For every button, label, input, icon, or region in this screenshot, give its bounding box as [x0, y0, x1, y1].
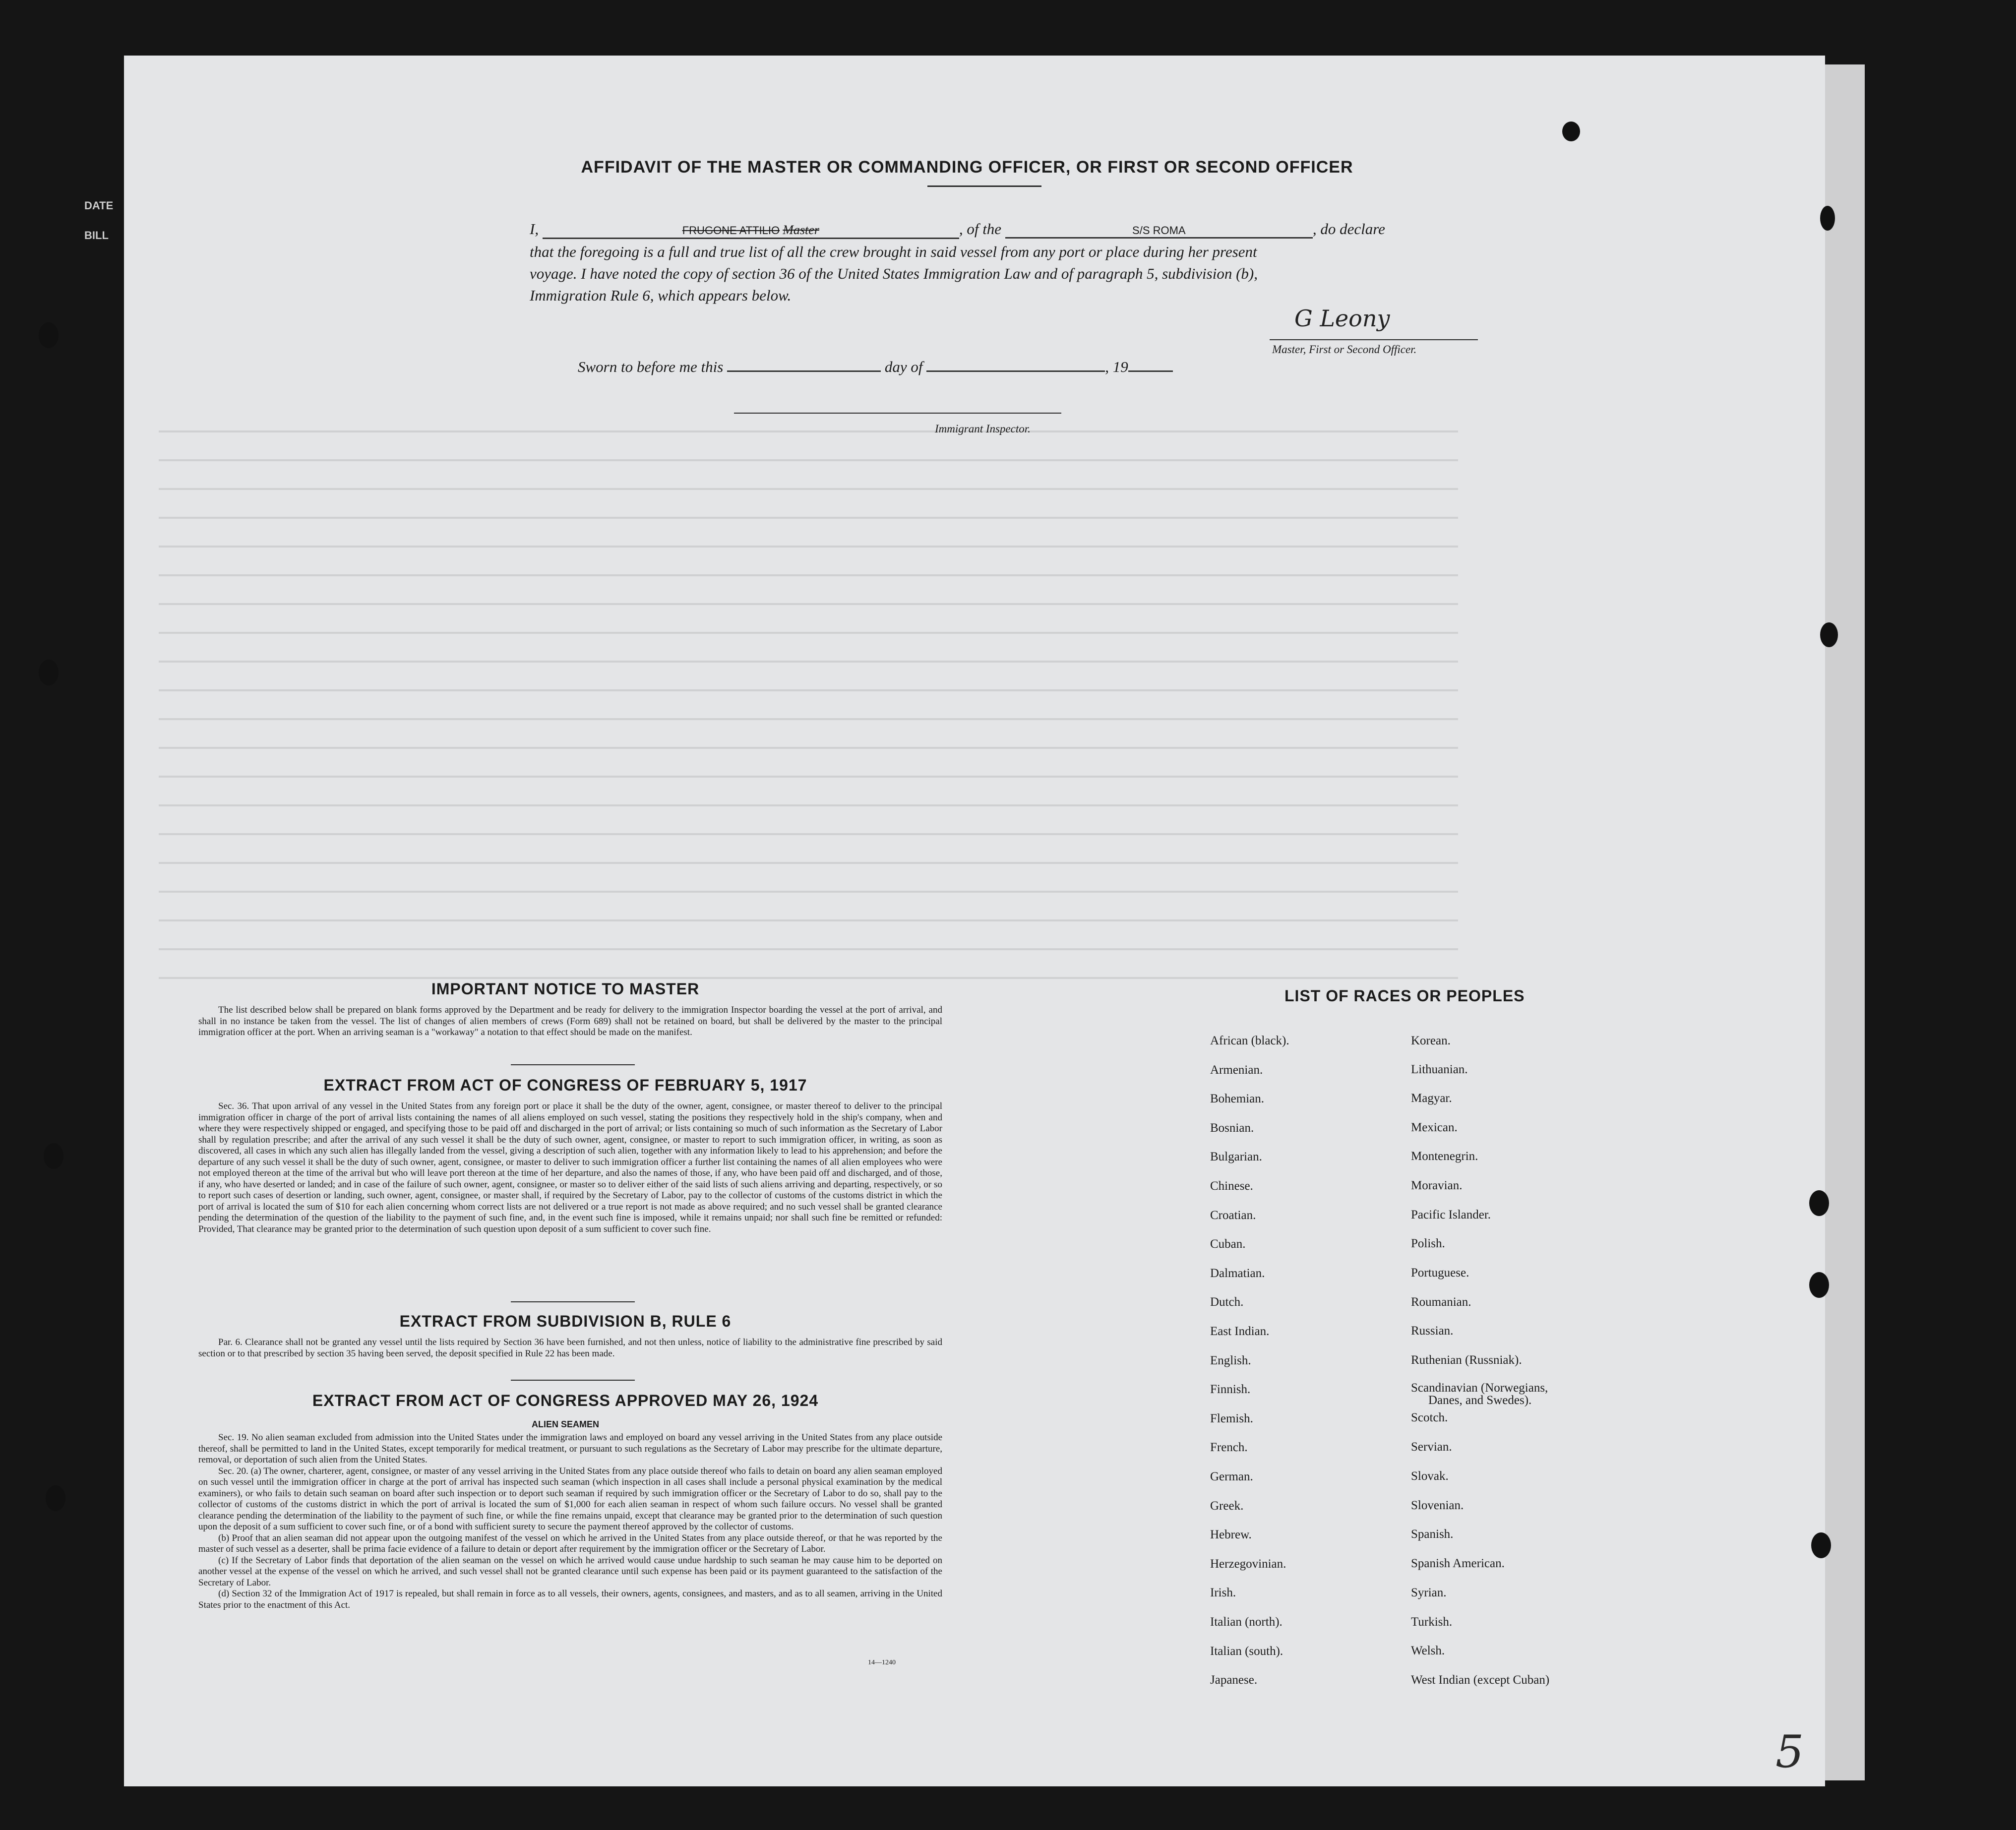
- margin-date-label: DATE: [84, 199, 114, 212]
- race-item: Portuguese.: [1411, 1266, 1469, 1280]
- sworn-prefix: Sworn to before me this: [578, 358, 724, 375]
- extract-1924-sec20b: (b) Proof that an alien seaman did not appear upon the outgoing manifest of the vessel on which he arrived in the United States from any place outside thereof, or that he was reported by the master of such vessel as a deserter, shall be prima facie evidence of a failure to detain or deport after requirement by the immigration officer or the Secretary of Labor.: [198, 1532, 942, 1554]
- race-item: German.: [1210, 1470, 1253, 1483]
- officer-signature: G Leony: [1294, 305, 1390, 332]
- master-name: FRUGONE ATTILIO: [682, 224, 780, 237]
- vessel-name: S/S ROMA: [1005, 224, 1313, 239]
- punch-hole: [46, 1485, 65, 1511]
- extract-1924-sec19: Sec. 19. No alien seaman excluded from admission into the United States under the immigration laws and employed on board any vessel arriving in the United States from any place outside thereof, shall be permitted to land in the United States, except temporarily for medical treatment, or pursuant to such regulations as the Secretary of Labor may prescribe for the ultimate departure, removal, or deportation of such alien from the United States.: [198, 1432, 942, 1465]
- race-item: Montenegrin.: [1411, 1150, 1478, 1163]
- race-item: West Indian (except Cuban): [1411, 1673, 1550, 1687]
- race-item: Bohemian.: [1210, 1092, 1265, 1106]
- race-item: Lithuanian.: [1411, 1063, 1468, 1076]
- race-item: Scandinavian (Norwegians,: [1411, 1381, 1548, 1395]
- extract-1924-sec20c: (c) If the Secretary of Labor finds that deportation of the alien seaman on the vessel on which he arrived would cause undue hardship to such seaman he may cause him to be deported on another vessel at the expense of the vessel on which he arrived, and such vessel shall not be granted clearance until such expense has been paid or its payment guaranteed to the satisfaction of the Secretary of Labor.: [198, 1555, 942, 1588]
- subdivision-b-title: EXTRACT FROM SUBDIVISION B, RULE 6: [399, 1312, 732, 1330]
- extract-1924-sec20d: (d) Section 32 of the Immigration Act of 1917 is repealed, but shall remain in force as to all vessels, their owners, agents, consignees, and masters, and as to all seamen, arriving in the United States prior to the enactment of this Act.: [198, 1588, 942, 1610]
- master-title: Master: [783, 223, 819, 237]
- race-item: Polish.: [1411, 1237, 1445, 1250]
- form-number: 14—1240: [868, 1659, 896, 1666]
- extract-1917-text: Sec. 36. That upon arrival of any vessel in the United States from any foreign port or place it shall be the duty of the owner, agent, consignee, or master thereof to deliver to the principal immigration officer in charge of the port of arrival lists containing the names of all aliens employed on such vessel, stating the positions they respectively hold in the ship's company, when and where they were respectively shipped or engaged, and specifying those to be paid off and discharged in the port of arrival; or lists containing so much of such information as the Secretary of Labor shall by regulation prescribe; and after the arrival of any such vessel it shall be the duty of such owner, agent, consignee, or master to report to such immigration officer, in writing, as soon as discovered, all cases in which any such alien has illegally landed from the vessel, giving a description of such alien, together with any information likely to lead to his apprehension; and before the departure of any such vessel it shall be the duty of such owner, agent, consignee, or master to deliver to such immigration officer a further list containing the names of all alien employees who were not employed thereon at the time of the arrival but who will leave port thereon at the time of her departure, and also the names of those, if any, who have been paid off and discharged, and of those, if any, who have deserted or landed; and in case of the failure of such owner, agent, consignee, or master so to deliver either of the said lists of such aliens arriving and departing, respectively, or so to report such cases of desertion or landing, such owner, agent, consignee, or master shall, if required by the Secretary of Labor, pay to the collector of customs of the customs district in which the port of arrival is located the sum of $10 for each alien concerning whom correct lists are not delivered or a true report is not made as above required; and no such vessel shall be granted clearance pending the determination of the question of the liability to the payment of such fine, and, in the event such fine is imposed, while it remains unpaid; nor shall such fine be remitted or refunded: Provided, That clearance may be granted prior to the determination of such question upon deposit of a sum sufficient to cover such fine.: [198, 1101, 942, 1234]
- race-item: Armenian.: [1210, 1063, 1263, 1077]
- race-item: Pacific Islander.: [1411, 1208, 1491, 1221]
- punch-hole: [39, 322, 59, 348]
- race-item: English.: [1210, 1353, 1251, 1367]
- inspector-caption: Immigrant Inspector.: [935, 423, 1031, 435]
- affidavit-line-2: that the foregoing is a full and true list of all the crew brought in said vessel from any port or place during her present: [530, 243, 1257, 260]
- race-item: Scotch.: [1411, 1411, 1448, 1424]
- race-item: Bulgarian.: [1210, 1150, 1262, 1164]
- extract-1917-body: [198, 1101, 942, 1235]
- race-item: Croatian.: [1210, 1208, 1256, 1222]
- race-item: Irish.: [1210, 1586, 1236, 1600]
- sheet-edge: [1825, 64, 1865, 1780]
- race-item: Turkish.: [1411, 1615, 1453, 1629]
- affidavit-title: AFFIDAVIT OF THE MASTER OR COMMANDING OFFICER, OR FIRST OR SECOND OFFICER: [581, 158, 1353, 177]
- title-rule: [927, 185, 1041, 187]
- do-declare-label: , do declare: [1312, 220, 1385, 238]
- race-item: Bosnian.: [1210, 1121, 1254, 1135]
- punch-hole: [1820, 622, 1838, 647]
- race-item: French.: [1210, 1441, 1248, 1455]
- race-item: Flemish.: [1210, 1411, 1253, 1425]
- signature-line: [1270, 339, 1478, 340]
- notice-text: The list described below shall be prepared on blank forms approved by the Department and be ready for delivery to the immigration Inspector boarding the vessel at the port of arrival, and shall in no instance be taken from the vessel. The list of changes of alien members of crews (Form 689) shall not be retained on board, but shall be delivered by the master to the principal immigration officer at the port. When an arriving seaman is a "workaway" a notation to that effect should be made on the manifest.: [198, 1005, 942, 1037]
- sworn-year-field: [1128, 370, 1173, 372]
- notice-body: [198, 1005, 942, 1038]
- of-the-label: , of the: [959, 220, 1002, 238]
- punch-hole: [1809, 1272, 1829, 1298]
- race-item: Italian (south).: [1210, 1644, 1283, 1658]
- race-item: Servian.: [1411, 1440, 1452, 1454]
- race-item: Cuban.: [1210, 1237, 1246, 1251]
- sworn-day-field: [727, 370, 881, 372]
- race-item: Dutch.: [1210, 1295, 1244, 1309]
- extract-1924-subtitle: ALIEN SEAMEN: [531, 1419, 599, 1429]
- race-item: Roumanian.: [1411, 1295, 1471, 1309]
- page-mark: 5: [1775, 1726, 1804, 1778]
- race-item: Chinese.: [1210, 1179, 1253, 1193]
- punch-hole: [1809, 1190, 1829, 1216]
- margin-bill-label: BILL: [84, 229, 109, 242]
- race-item: Spanish.: [1411, 1527, 1454, 1541]
- race-item: Finnish.: [1210, 1383, 1251, 1397]
- race-item: East Indian.: [1210, 1325, 1270, 1338]
- races-title: LIST OF RACES OR PEOPLES: [1284, 987, 1525, 1005]
- race-item: Moravian.: [1411, 1179, 1463, 1192]
- extract-1917-title: EXTRACT FROM ACT OF CONGRESS OF FEBRUARY 5, 1917: [323, 1076, 807, 1094]
- race-item: Japanese.: [1210, 1673, 1258, 1687]
- race-item: Slovenian.: [1411, 1499, 1464, 1512]
- punch-hole: [1820, 206, 1835, 231]
- subdivision-b-body: [198, 1337, 942, 1359]
- sworn-line: [578, 358, 1173, 376]
- punch-hole: [39, 660, 59, 685]
- race-item: Dalmatian.: [1210, 1266, 1265, 1280]
- affidavit-prefix: I,: [530, 220, 539, 238]
- subdivision-b-text: Par. 6. Clearance shall not be granted any vessel until the lists required by Section 36 have been furnished, and not then unless, notice of liability to the administrative fine prescribed by said section or to that prescribed by section 35 having been served, the deposit specified in Rule 22 has been made.: [198, 1337, 942, 1359]
- affidavit-line-3: voyage. I have noted the copy of section 36 of the United States Immigration Law and of paragraph 5, subdivision (b),: [530, 265, 1258, 282]
- race-item: Russian.: [1411, 1324, 1454, 1338]
- master-name-field: [543, 223, 959, 239]
- race-item: Danes, and Swedes).: [1428, 1394, 1532, 1407]
- sworn-day-label: day of: [884, 358, 923, 375]
- signature-caption: Master, First or Second Officer.: [1272, 343, 1417, 356]
- affidavit-line-1: [530, 220, 1385, 239]
- bleed-through-table: [159, 407, 1458, 1002]
- race-item: Ruthenian (Russniak).: [1411, 1353, 1522, 1367]
- race-item: Greek.: [1210, 1499, 1244, 1513]
- race-item: Herzegovinian.: [1210, 1557, 1286, 1571]
- inspector-signature-line: [734, 413, 1061, 414]
- section-divider: [511, 1380, 635, 1381]
- race-item: Hebrew.: [1210, 1528, 1252, 1542]
- punch-hole: [1811, 1532, 1831, 1558]
- sworn-year-label: , 19: [1105, 358, 1128, 375]
- race-item: Mexican.: [1411, 1121, 1458, 1134]
- race-item: Korean.: [1411, 1034, 1451, 1047]
- section-divider: [511, 1301, 635, 1302]
- punch-hole: [1562, 122, 1580, 141]
- sworn-month-field: [926, 370, 1105, 372]
- race-item: Welsh.: [1411, 1644, 1445, 1657]
- extract-1924-sec20a: Sec. 20. (a) The owner, charterer, agent, consignee, or master of any vessel arriving in the United States from any place outside thereof who fails to detain on board any alien seaman employed on such vessel until the immigration officer in charge at the port of arrival has inspected such seaman (which inspection in all cases shall include a personal physical examination by the medical examiners), or who fails to detain such seaman on board after such inspection or to deport such seaman if required by such immigration officer or the Secretary of Labor to do so, shall pay to the collector of customs of the customs district in which the port of arrival is located the sum of $1,000 for each alien seaman in respect of whom such failure occurs. No vessel shall be granted clearance pending the determination of the liability to the payment of such fine, or while the fine remains unpaid, except that clearance may be granted prior to the determination of such question upon the deposit of a sum sufficient to cover such fine, or of a bond with sufficient surety to secure the payment thereof approved by the collector of customs.: [198, 1465, 942, 1532]
- race-item: African (black).: [1210, 1034, 1289, 1047]
- race-item: Magyar.: [1411, 1092, 1452, 1105]
- race-item: Spanish American.: [1411, 1557, 1505, 1570]
- race-item: Syrian.: [1411, 1586, 1447, 1599]
- race-item: Slovak.: [1411, 1469, 1449, 1483]
- extract-1924-body: [198, 1432, 942, 1611]
- race-item: Italian (north).: [1210, 1615, 1283, 1629]
- notice-title: IMPORTANT NOTICE TO MASTER: [431, 980, 700, 998]
- section-divider: [511, 1064, 635, 1065]
- affidavit-line-4: Immigration Rule 6, which appears below.: [530, 287, 792, 304]
- punch-hole: [44, 1143, 63, 1169]
- extract-1924-title: EXTRACT FROM ACT OF CONGRESS APPROVED MAY 26, 1924: [312, 1392, 819, 1409]
